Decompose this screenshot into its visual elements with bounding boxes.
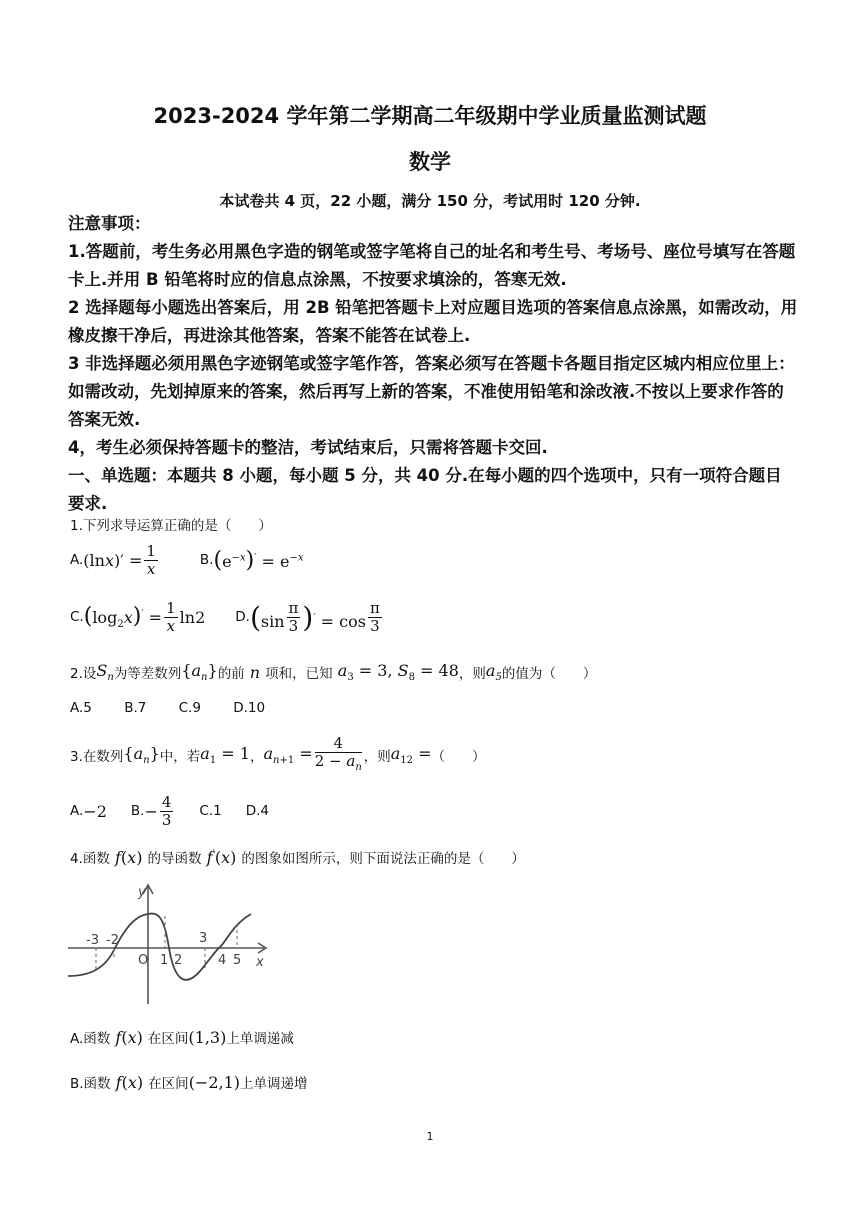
- q2-option-b: B.7: [124, 700, 147, 716]
- graph-tick-4: 4: [218, 953, 227, 968]
- q1-option-a-fraction: $\frac{1}{x}$: [146, 541, 156, 578]
- q3-option-d: D.4: [245, 803, 269, 819]
- graph-origin: O: [138, 953, 149, 968]
- q3-option-a-value: −2: [83, 801, 107, 821]
- graph-x-label: x: [256, 955, 264, 970]
- graph-tick-1: 1: [160, 953, 169, 968]
- graph-tick-neg3: -3: [86, 933, 99, 948]
- q3-stem: 3.在数列 $\{a_n\}$ 中，若 $a_1 = 1$ ， $a_{n+1}$ = $\frac{4}{2 - a_n}$ ，则 $a_{12}$ = （ ）: [70, 733, 486, 773]
- notice-item-3: 3 非选择题必须用黑色字迹钢笔或签字笔作答，答案必须写在答题卡各题目指定区城内相应位里上：如需改动，先划掉原来的答案，然后再写上新的答案，不准使用铅笔和涂改液.不按以上要求作答的答案无效.: [68, 354, 795, 429]
- q3-option-c: C.1: [199, 803, 222, 819]
- graph-tick-3: 3: [199, 931, 208, 946]
- exam-title: 2023-2024 学年第二学期高二年级期中学业质量监测试题: [153, 104, 707, 128]
- q1-option-d-label: D.: [235, 609, 250, 625]
- q2-options: [70, 700, 293, 716]
- graph-tick-5: 5: [233, 953, 242, 968]
- q1-row-ab: [70, 540, 304, 580]
- q2-option-c: C.9: [178, 700, 201, 716]
- q1-option-b-formula: $(e^{-x})' = e^{-x}$: [213, 547, 304, 573]
- page-number: 1: [426, 1130, 434, 1143]
- q1-option-a-formula: (lnx)′ =: [83, 550, 143, 570]
- graph-tick-neg2: -2: [106, 933, 119, 948]
- q1-row-cd: C. $(\log_2x)'$ = $\frac{1}{x}$ ln2 D. (sin $\frac{\pi}{3}$ )′ = cos $\frac{\pi}{3}$: [70, 598, 380, 635]
- q3-option-b-label: B.: [130, 803, 145, 819]
- notice-item-1: 1.答题前，考生务必用黑色字造的钢笔或签字笔将自己的址名和考生号、考场号、座位号填写在答题卡上.并用 B 铅笔将时应的信息点涂黑，不按要求填涂的，答寒无效.: [68, 242, 796, 289]
- notice-item-4: 4，考生必须保持答题卡的整洁，考试结束后，只需将答题卡交回.: [68, 438, 548, 457]
- q4-option-a: A.函数 f (x) 在区间 (1,3) 上单调递减: [70, 1027, 294, 1047]
- notice-item-2: 2 选择题每小题选出答案后，用 2B 铅笔把答题卡上对应题目选项的答案信息点涂黑，如需改动，用橡皮擦干净后，再进涂其他答案，答案不能答在试卷上.: [68, 298, 798, 345]
- q1-option-c-label: C.: [70, 609, 84, 625]
- section-title: 一、单选题：本题共 8 小题，每小题 5 分，共 40 分.在每小题的四个选项中，只有一项符合题目要求.: [68, 466, 782, 513]
- exam-info: 本试卷共 4 页，22 小题，满分 150 分，考试用时 120 分钟.: [219, 192, 641, 210]
- notice-heading: 注意事项：: [68, 214, 151, 233]
- q3-option-b-fraction: $\frac{4}{3}$: [161, 792, 172, 829]
- q2-stem: 2.设 $S_n$ 为等差数列 $\{a_n\}$ 的前 n 项和，已知 $a_3 = 3$, $S_8 = 48$ ，则 $a_5$ 的值为（ ）: [70, 660, 597, 684]
- q3-options: A. −2 B. − $\frac{4}{3}$ C.1 D.4: [70, 792, 269, 829]
- q1-option-b-label: B.: [199, 552, 214, 568]
- q4-option-b: B.函数 f (x) 在区间 (−2,1) 上单调递增: [70, 1072, 308, 1092]
- q1-option-c-fraction: $\frac{1}{x}$: [166, 598, 176, 635]
- derivative-graph: [66, 880, 276, 1010]
- q2-option-d: D.10: [233, 700, 266, 716]
- q3-option-a-label: A.: [70, 803, 84, 819]
- q1-stem: 1.下列求导运算正确的是（ ）: [70, 518, 272, 534]
- notice-block: [68, 210, 798, 518]
- q1-option-c-formula: $(\log_2x)'$ =: [83, 603, 163, 631]
- q2-option-a: A.5: [70, 700, 92, 716]
- graph-tick-2: 2: [174, 953, 183, 968]
- q1-option-d-formula: (sin: [249, 600, 285, 634]
- subject-title: 数学: [409, 150, 451, 174]
- q1-option-a-label: A.: [70, 552, 84, 568]
- q4-stem: 4.函数 f (x) 的导函数 f ′(x) 的图象如图所示，则下面说法正确的是（ ）: [70, 847, 525, 867]
- graph-y-label: y: [138, 885, 146, 900]
